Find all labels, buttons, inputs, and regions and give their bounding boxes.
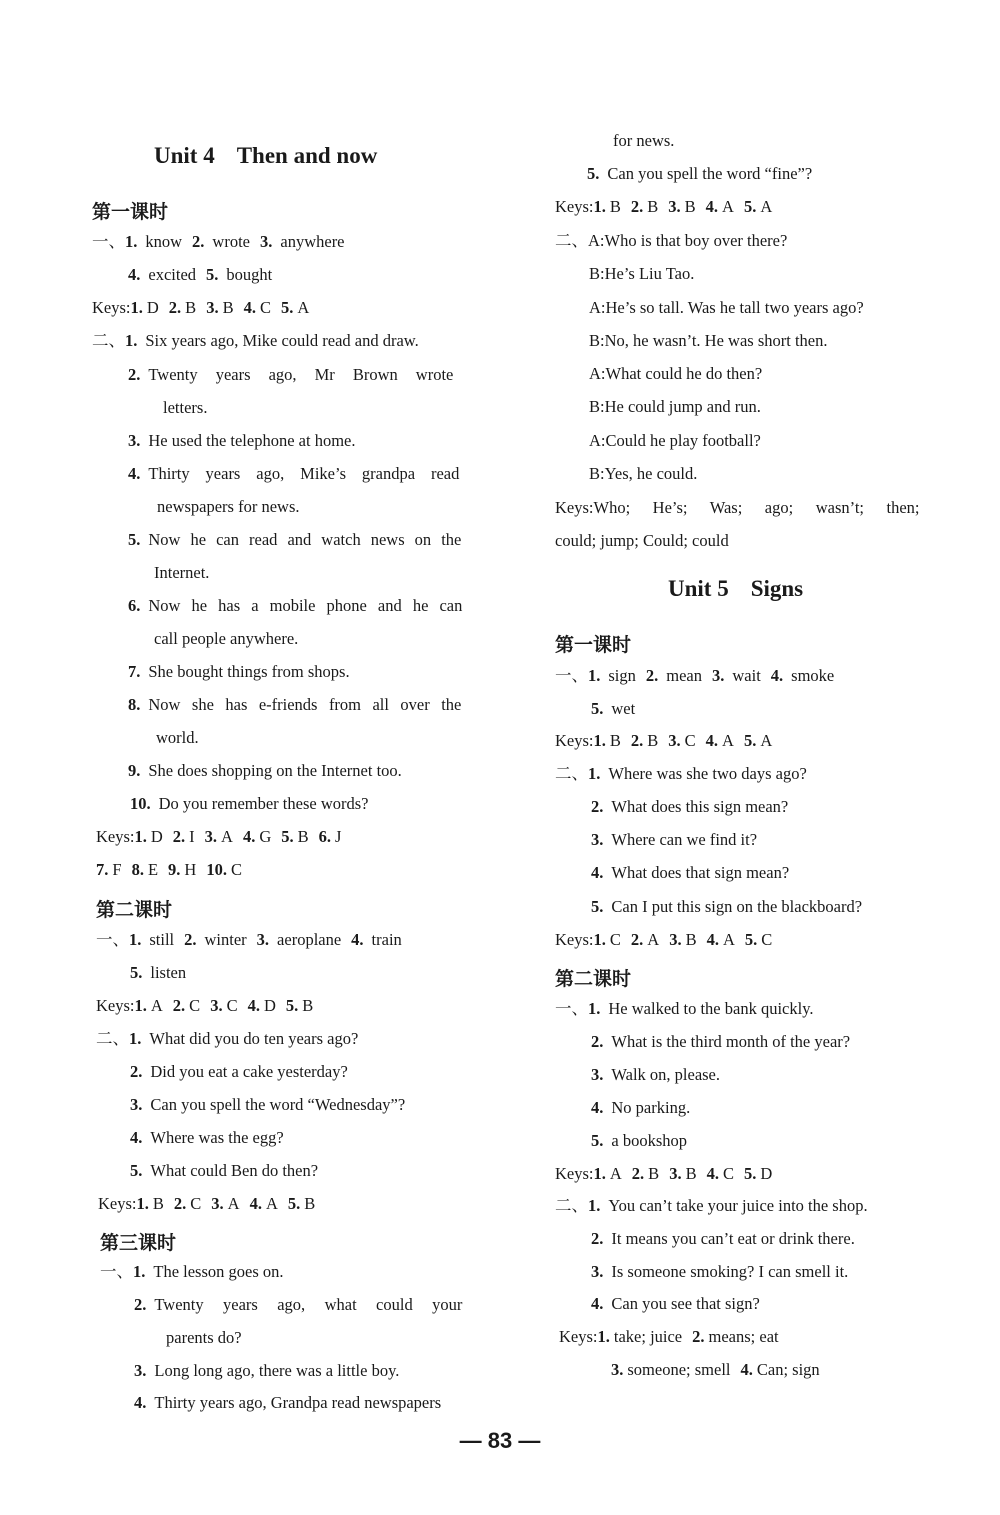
u4-lesson3-heading: 第三课时 xyxy=(100,1232,177,1254)
u4l3-keys1: Keys:1. B 2. B 3. B 4. A 5. A xyxy=(555,197,773,216)
u4l3-keys2-row2: could; jump; Could; could xyxy=(555,531,729,550)
u4l1-keys2-row2: 7. F 8. E 9. H 10. C xyxy=(96,860,242,879)
u5l2-p2-item1: 二、1. You can’t take your juice into the shop. xyxy=(555,1196,868,1215)
u5l1-keys2: Keys:1. C 2. A 3. B 4. A 5. C xyxy=(555,930,773,949)
u5l1-keys1: Keys:1. B 2. B 3. C 4. A 5. A xyxy=(555,731,773,750)
u4l3-p1-item5: 5. Can you spell the word “fine”? xyxy=(587,164,813,183)
u4l1-p2-item5-cont: Internet. xyxy=(154,563,210,582)
u5l1-p2-item5: 5. Can I put this sign on the blackboard? xyxy=(591,897,863,916)
u5l2-p2-item3: 3. Is someone smoking? I can smell it. xyxy=(591,1262,849,1281)
u5-lesson1-heading: 第一课时 xyxy=(555,634,632,656)
u4l3-p1-item4-cont: for news. xyxy=(613,131,675,150)
u5l2-p1-item2: 2. What is the third month of the year? xyxy=(591,1032,851,1051)
u4l1-p2-item7: 7. She bought things from shops. xyxy=(128,662,350,681)
u4l2-p2-item2: 2. Did you eat a cake yesterday? xyxy=(130,1062,348,1081)
u5l2-keys2-row1: Keys:1. take; juice 2. means; eat xyxy=(559,1327,779,1346)
dialogue-line-4: B:No, he wasn’t. He was short then. xyxy=(589,331,828,350)
u4l2-p2-item4: 4. Where was the egg? xyxy=(130,1128,284,1147)
u5l2-p1-item4: 4. No parking. xyxy=(591,1098,691,1117)
u5l2-keys2-row2: 3. someone; smell 4. Can; sign xyxy=(611,1360,820,1379)
u4l1-p2-item9: 9. She does shopping on the Internet too. xyxy=(128,761,402,780)
u4l2-p2-item3: 3. Can you spell the word “Wednesday”? xyxy=(130,1095,406,1114)
page-number: — 83 — xyxy=(459,1428,541,1453)
u4l1-p1-row1: 一、1. know 2. wrote 3. anywhere xyxy=(92,232,345,251)
u4l3-p1-item4: 4. Thirty years ago, Grandpa read newspapers xyxy=(134,1393,442,1412)
u4l2-keys2: Keys:1. B 2. C 3. A 4. A 5. B xyxy=(98,1194,316,1213)
u4l1-p2-item1: 二、1. Six years ago, Mike could read and draw. xyxy=(92,331,419,350)
dialogue-line-3: A:He’s so tall. Was he tall two years ago? xyxy=(589,298,864,317)
u5l1-p2-item1: 二、1. Where was she two days ago? xyxy=(555,764,807,783)
u4l2-p1-row2: 5. listen xyxy=(130,963,187,982)
dialogue-line-1-text: Who is that boy over there? xyxy=(604,231,788,250)
u5l1-p2-item4: 4. What does that sign mean? xyxy=(591,863,790,882)
u4l2-keys1: Keys:1. A 2. C 3. C 4. D 5. B xyxy=(96,996,314,1015)
u5l1-p1-row2: 5. wet xyxy=(591,699,636,718)
u5l2-p1-item3: 3. Walk on, please. xyxy=(591,1065,721,1084)
u4l1-p2-item8: 8. Now she has e-friends from all over the xyxy=(128,695,462,714)
u4l2-p2-item5: 5. What could Ben do then? xyxy=(130,1161,319,1180)
u4l1-p2-item2: 2. Twenty years ago, Mr Brown wrote xyxy=(128,365,454,384)
dialogue-line-7: A:Could he play football? xyxy=(589,431,761,450)
unit-4-title: Unit 4 Then and now xyxy=(154,143,378,168)
u4l1-keys2-row1: Keys:1. D 2. I 3. A 4. G 5. B 6. J xyxy=(96,827,342,846)
u5l1-p2-item2: 2. What does this sign mean? xyxy=(591,797,789,816)
u4l1-p2-item6: 6. Now he has a mobile phone and he can xyxy=(128,596,463,615)
u4l1-p2-item10: 10. Do you remember these words? xyxy=(130,794,369,813)
u5l1-p1-row1: 一、1. sign 2. mean 3. wait 4. smoke xyxy=(555,666,835,685)
u4l1-keys1: Keys:1. D 2. B 3. B 4. C 5. A xyxy=(92,298,310,317)
u4l1-p2-item4: 4. Thirty years ago, Mike’s grandpa read xyxy=(128,464,460,483)
u4l3-p1-item3: 3. Long long ago, there was a little boy. xyxy=(134,1361,400,1380)
u4l1-p2-item4-cont: newspapers for news. xyxy=(157,497,300,516)
u5l2-keys1: Keys:1. A 2. B 3. B 4. C 5. D xyxy=(555,1164,773,1183)
dialogue-line-1: 二、A:Who is that boy over there? xyxy=(555,231,788,250)
dialogue-line-5: A:What could he do then? xyxy=(589,364,763,383)
u4l3-p1-item2-cont: parents do? xyxy=(166,1328,242,1347)
u5l2-p2-item2: 2. It means you can’t eat or drink there. xyxy=(591,1229,855,1248)
dialogue-line-8: B:Yes, he could. xyxy=(589,464,698,483)
dialogue-line-6: B:He could jump and run. xyxy=(589,397,761,416)
u4l3-p1-item1: 一、1. The lesson goes on. xyxy=(100,1262,284,1281)
u5-lesson2-heading: 第二课时 xyxy=(555,968,632,990)
unit-5-title: Unit 5 Signs xyxy=(668,576,804,601)
u4l1-p2-item5: 5. Now he can read and watch news on the xyxy=(128,530,462,549)
u4l3-keys2-row1: Keys:Who; He’s; Was; ago; wasn’t; then; xyxy=(555,498,920,517)
u4l3-p1-item2: 2. Twenty years ago, what could your xyxy=(134,1295,463,1314)
u5l2-p1-item5: 5. a bookshop xyxy=(591,1131,687,1150)
u4-lesson2-heading: 第二课时 xyxy=(96,899,173,921)
u4l2-p2-item1: 二、1. What did you do ten years ago? xyxy=(96,1029,359,1048)
dialogue-line-2: B:He’s Liu Tao. xyxy=(589,264,695,283)
u5l1-p2-item3: 3. Where can we find it? xyxy=(591,830,758,849)
u4l2-p1-row1: 一、1. still 2. winter 3. aeroplane 4. train xyxy=(96,930,402,949)
u5l2-p2-item4: 4. Can you see that sign? xyxy=(591,1294,760,1313)
u4-lesson1-heading: 第一课时 xyxy=(92,201,169,223)
u4l1-p1-row2: 4. excited 5. bought xyxy=(128,265,273,284)
u4l1-p2-item3: 3. He used the telephone at home. xyxy=(128,431,356,450)
u5l2-p1-item1: 一、1. He walked to the bank quickly. xyxy=(555,999,814,1018)
u4l1-p2-item8-cont: world. xyxy=(156,728,199,747)
u4l1-p2-item6-cont: call people anywhere. xyxy=(154,629,299,648)
u4l1-p2-item2-cont: letters. xyxy=(163,398,208,417)
